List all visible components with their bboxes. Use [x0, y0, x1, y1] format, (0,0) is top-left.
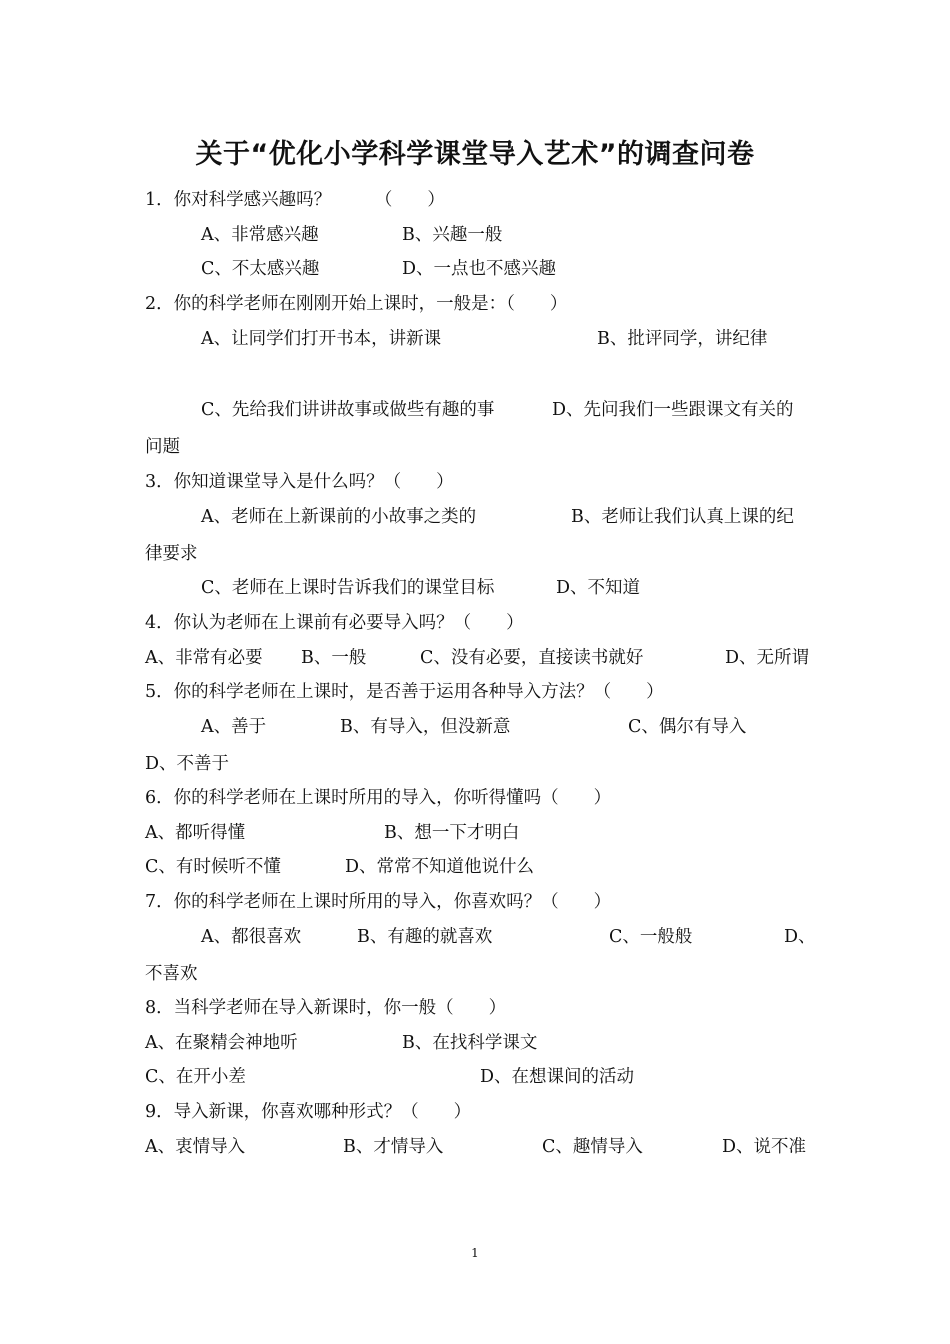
question-6-option-c: C、有时候听不懂 [145, 857, 281, 877]
question-2-stem: 2．你的科学老师在刚刚开始上课时，一般是：（ ） [145, 294, 568, 314]
question-5-option-d: D、不善于 [145, 754, 230, 774]
question-7-option-c: C、一般般 [609, 927, 693, 947]
questionnaire-title: 关于“优化小学科学课堂导入艺术”的调查问卷 [195, 139, 755, 170]
question-5-option-b: B、有导入，但没新意 [340, 717, 511, 737]
question-1-option-a: A、非常感兴趣 [201, 225, 319, 245]
question-5-stem: 5．你的科学老师在上课时，是否善于运用各种导入方法？（ ） [145, 682, 664, 702]
question-3-option-c: C、老师在上课时告诉我们的课堂目标 [201, 578, 495, 598]
question-2-option-a: A、让同学们打开书本，讲新课 [201, 329, 442, 349]
question-2-option-c: C、先给我们讲讲故事或做些有趣的事 [201, 400, 495, 420]
question-4-option-a: A、非常有必要 [145, 648, 263, 668]
question-1-stem: 1．你对科学感兴趣吗？ （ ） [145, 190, 445, 210]
question-1-option-d: D、一点也不感兴趣 [402, 259, 557, 279]
page-number: 1 [471, 1246, 479, 1260]
question-7-stem: 7．你的科学老师在上课时所用的导入，你喜欢吗？（ ） [145, 892, 612, 912]
question-4-option-c: C、没有必要，直接读书就好 [420, 648, 644, 668]
question-6-option-a: A、都听得懂 [145, 823, 246, 843]
question-8-option-b: B、在找科学课文 [402, 1033, 538, 1053]
question-2-option-b: B、批评同学，讲纪律 [597, 329, 768, 349]
question-4-stem: 4．你认为老师在上课前有必要导入吗？（ ） [145, 613, 524, 633]
question-8-option-a: A、在聚精会神地听 [145, 1033, 298, 1053]
question-1-option-c: C、不太感兴趣 [201, 259, 320, 279]
question-3-option-b: B、老师让我们认真上课的纪 [571, 507, 794, 527]
question-6-stem: 6．你的科学老师在上课时所用的导入，你听得懂吗（ ） [145, 788, 612, 808]
question-5-option-a: A、善于 [201, 717, 267, 737]
question-9-option-b: B、才情导入 [343, 1137, 444, 1157]
question-9-stem: 9．导入新课，你喜欢哪种形式？（ ） [145, 1102, 472, 1122]
question-6-option-d: D、常常不知道他说什么 [345, 857, 535, 877]
question-1-option-b: B、兴趣一般 [402, 225, 503, 245]
question-8-stem: 8．当科学老师在导入新课时，你一般（ ） [145, 998, 507, 1018]
question-2-option-d-continued: 问题 [145, 437, 180, 457]
question-8-option-c: C、在开小差 [145, 1067, 246, 1087]
question-9-option-d: D、说不准 [722, 1137, 807, 1157]
question-5-option-c: C、偶尔有导入 [628, 717, 747, 737]
question-3-option-a: A、老师在上新课前的小故事之类的 [201, 507, 477, 527]
question-4-option-b: B、一般 [301, 648, 367, 668]
question-7-option-d: D、 [784, 927, 816, 947]
question-9-option-c: C、趣情导入 [542, 1137, 643, 1157]
question-7-option-d-continued: 不喜欢 [145, 964, 198, 984]
question-7-option-a: A、都很喜欢 [201, 927, 302, 947]
question-3-option-b-continued: 律要求 [145, 544, 198, 564]
question-3-stem: 3．你知道课堂导入是什么吗？（ ） [145, 472, 454, 492]
question-2-option-d: D、先问我们一些跟课文有关的 [552, 400, 794, 420]
question-4-option-d: D、无所谓 [725, 648, 810, 668]
question-8-option-d: D、在想课间的活动 [480, 1067, 635, 1087]
question-3-option-d: D、不知道 [556, 578, 641, 598]
question-9-option-a: A、衷情导入 [145, 1137, 246, 1157]
question-7-option-b: B、有趣的就喜欢 [357, 927, 493, 947]
question-6-option-b: B、想一下才明白 [384, 823, 520, 843]
